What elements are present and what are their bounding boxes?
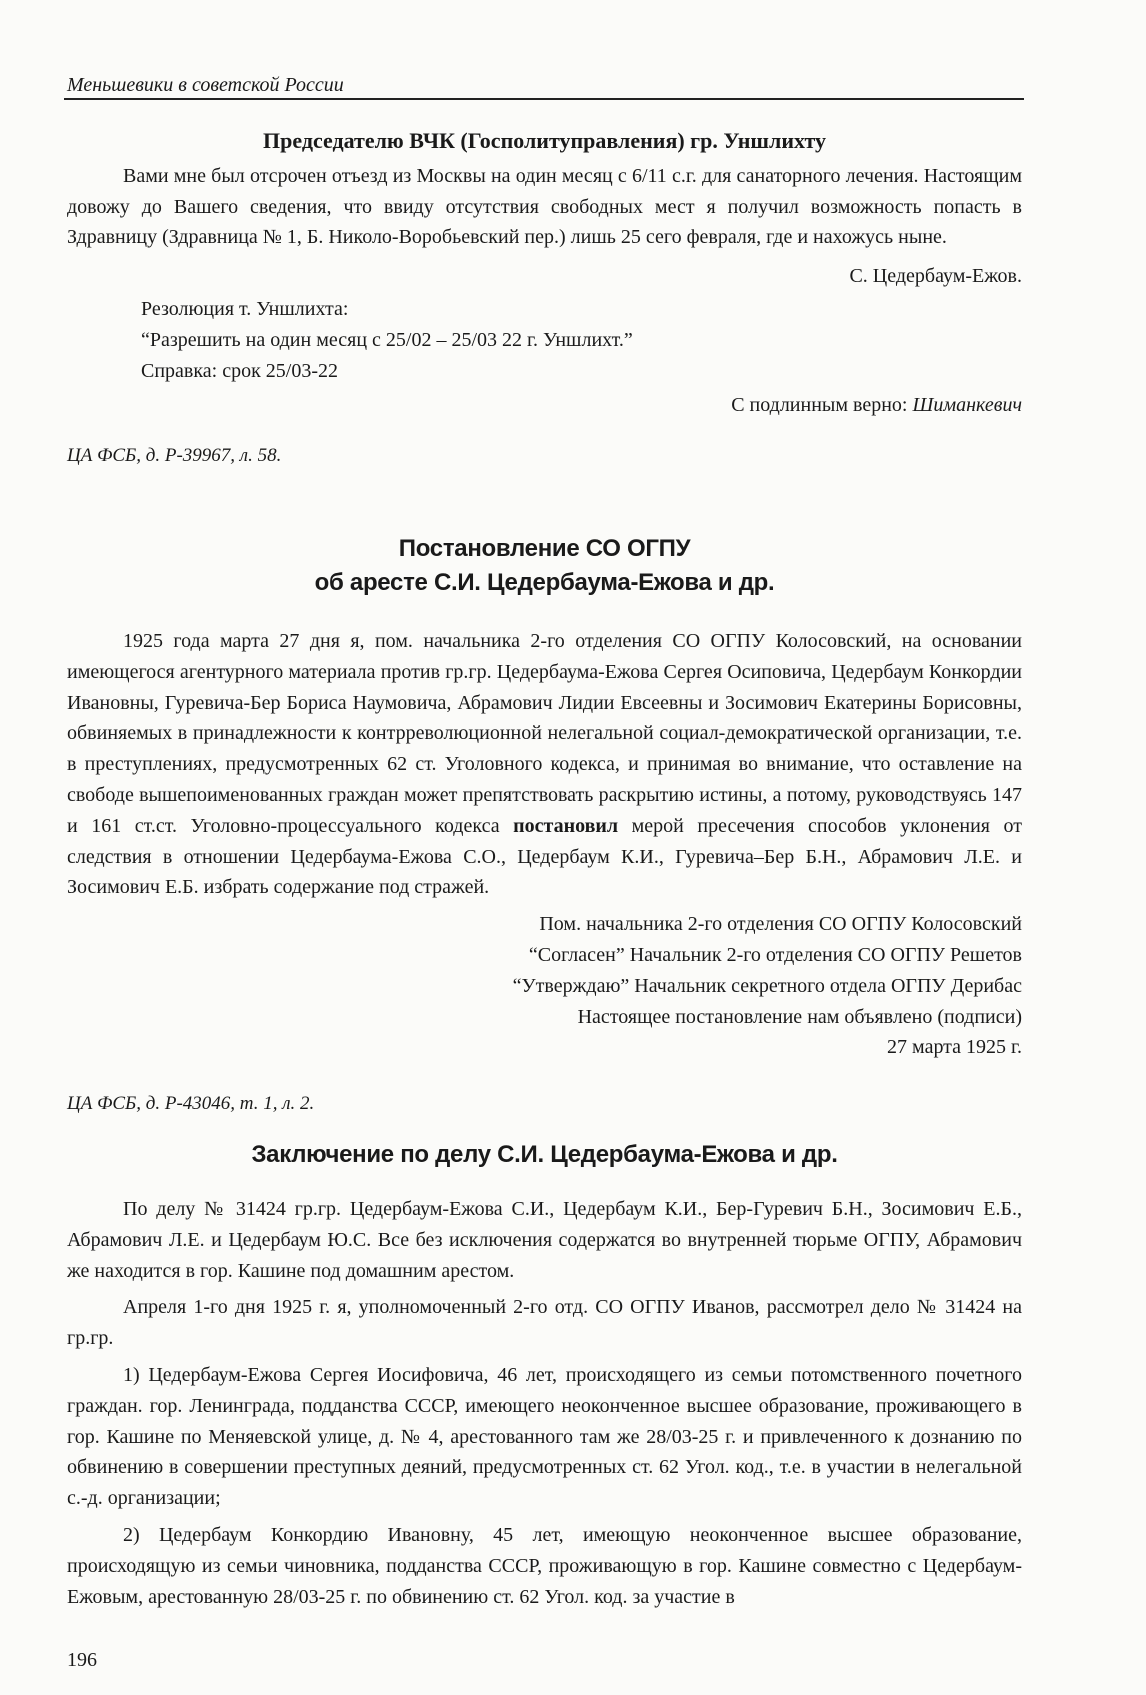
doc1-title: Председателю ВЧК (Госполитуправления) гр. Уншлихту <box>263 128 826 153</box>
doc2-sign1: Пом. начальника 2-го отделения СО ОГПУ Колосовский <box>539 913 1022 936</box>
doc2-title-line2: об аресте С.И. Цедербаума-Ежова и др. <box>314 569 775 596</box>
doc2-sign2: “Согласен” Начальник 2-го отделения СО ОГПУ Решетов <box>528 943 1022 966</box>
doc2-title-line1: Постановление СО ОГПУ <box>398 535 691 562</box>
doc2-body: 1925 года марта 27 дня я, пом. начальника 2-го отделения СО ОГПУ Колосовский, на основании имеющегося агентурного материала против гр.гр. Цедербаума-Ежова Сергея Осиповича, Цедербаум Конкордии Ивановны, Гуревича-Бер Бориса Наумовича, Абрамович Лидии Евсеевны и Зосимович Екатерины Борисовны, обвиняемых в принадлежности к контрреволюционной нелегальной социал-демократической организации, т.е. в преступлениях, предусмотренных 62 ст. Уголовного кодекса, и принимая во внимание, что оставление на свободе вышепоименованных граждан может препятствовать раскрытию истины, а потому, руководствуясь 147 и 161 ст.ст. Уголовно-процессуального кодекса постановил мерой пресечения способов уклонения от следствия в отношении Цедербаума-Ежова С.О., Цедербаум К.И., Гуревича–Бер Б.Н., Абрамович Л.Е. и Зосимович Е.Б. избрать содержание под стражей. <box>67 630 1022 899</box>
doc3-paragraph: 2) Цедербаум Конкордию Ивановну, 45 лет, имеющую неоконченное высшее образование, происходящую из семьи чиновника, подданства СССР, проживающую в гор. Кашине совместно с Цедербаум-Ежовым, арестованную 28/03-25 г. по обвинению ст. 62 Угол. код. за участие в <box>67 1523 1022 1608</box>
doc2-sign4: Настоящее постановление нам объявлено (подписи) <box>577 1005 1022 1028</box>
doc3-paragraph: По делу № 31424 гр.гр. Цедербаум-Ежова С.И., Цедербаум К.И., Бер-Гуревич Б.Н., Зосимович Е.Б., Абрамович Л.Е. и Цедербаум Ю.С. Все без исключения содержатся во внутренней тюрьме ОГПУ, Абрамович же находится в гор. Кашине под домашним арестом. <box>67 1198 1022 1282</box>
doc1-resolution-text: “Разрешить на один месяц с 25/02 – 25/03 22 г. Уншлихт.” <box>141 328 633 351</box>
doc3-paragraph: 1) Цедербаум-Ежова Сергея Иосифовича, 46 лет, происходящего из семьи потомственного почетного граждан. гор. Ленинграда, подданства СССР, имеющего неоконченное высшее образование, проживающего в гор. Кашине по Меняевской улице, д. № 4, арестованного там же 28/03-25 г. и привлеченного к дознанию по обвинению в совершении преступных деяний, предусмотренных ст. 62 Угол. код., т.е. в участии в нелегальной с.-д. организации; <box>67 1363 1022 1510</box>
doc1-body: Вами мне был отсрочен отъезд из Москвы на один месяц с 6/11 с.г. для санаторного лечения. Настоящим довожу до Вашего сведения, что ввиду отсутствия свободных мест я получил возможность попасть в Здравницу (Здравница № 1, Б. Николо-Воробьевский пер.) лишь 25 сего февраля, где и нахожусь ныне. <box>67 164 1022 249</box>
doc3-title: Заключение по делу С.И. Цедербаума-Ежова и др. <box>251 1141 838 1168</box>
certified-name: Шиманкевич <box>912 394 1022 417</box>
header-rule <box>64 98 1024 100</box>
doc3-paragraph: Апреля 1-го дня 1925 г. я, уполномоченный 2-го отд. СО ОГПУ Иванов, рассмотрел дело № 31424 на гр.гр. <box>67 1296 1022 1350</box>
document-2 <box>67 532 1022 1120</box>
certified-label: С подлинным верно: <box>731 394 913 417</box>
doc2-date: 27 марта 1925 г. <box>887 1036 1022 1059</box>
doc1-source: ЦА ФСБ, д. Р-39967, л. 58. <box>67 445 282 467</box>
document-3 <box>67 1138 1022 1612</box>
doc1-resolution-label: Резолюция т. Уншлихта: <box>141 297 349 320</box>
doc1-signature: С. Цедербаум-Ежов. <box>849 265 1022 288</box>
document-1 <box>67 126 1022 472</box>
doc1-note: Справка: срок 25/03-22 <box>141 359 339 382</box>
doc2-sign3: “Утверждаю” Начальник секретного отдела ОГПУ Дерибас <box>512 974 1022 997</box>
doc1-certified <box>67 390 1022 421</box>
running-header: Меньшевики в советской России <box>67 74 344 96</box>
page-number: 196 <box>67 1649 97 1671</box>
decision-word: постановил <box>513 814 619 837</box>
doc2-source: ЦА ФСБ, д. Р-43046, т. 1, л. 2. <box>67 1093 315 1115</box>
